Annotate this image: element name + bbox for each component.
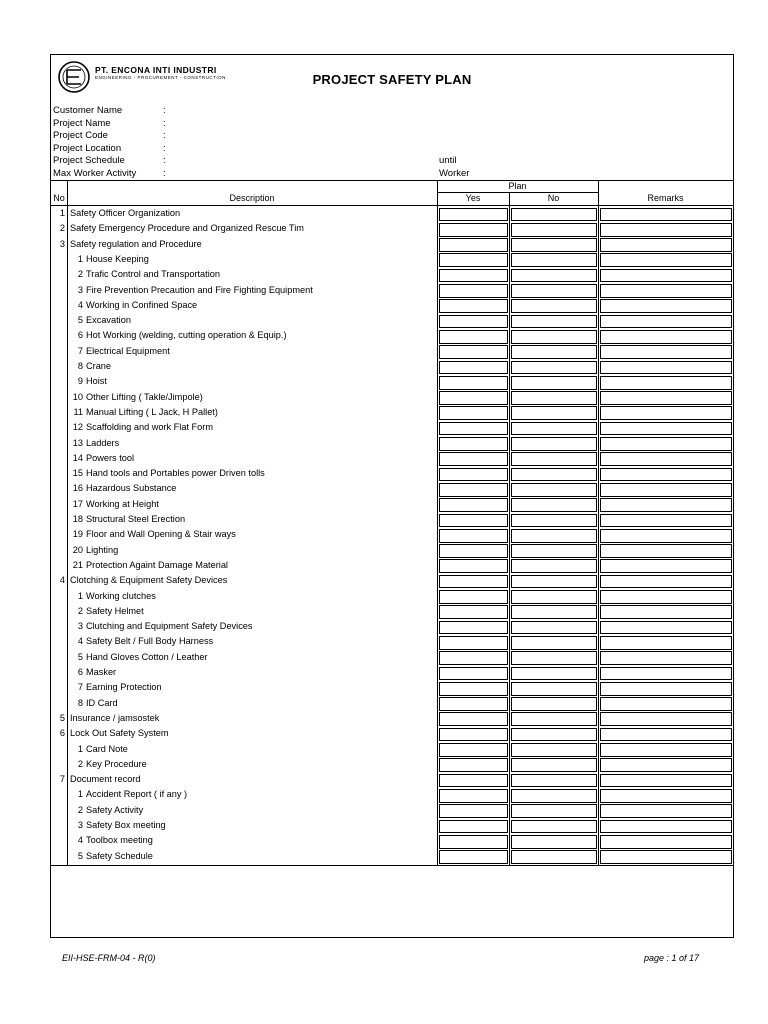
no-cell[interactable] [511, 820, 597, 834]
remarks-cell[interactable] [600, 544, 732, 558]
row-description: Floor and Wall Opening & Stair ways [86, 529, 236, 540]
remarks-cell[interactable] [600, 789, 732, 803]
no-cell[interactable] [511, 208, 597, 222]
row-description: Trafic Control and Transportation [86, 269, 220, 280]
remarks-cell[interactable] [600, 391, 732, 405]
page-title: PROJECT SAFETY PLAN [312, 72, 472, 87]
yes-cell[interactable] [439, 636, 508, 650]
remarks-cell[interactable] [600, 208, 732, 222]
row-description: Excavation [86, 315, 131, 326]
no-cell[interactable] [511, 361, 597, 375]
row-description: Safety Emergency Procedure and Organized Rescue Tim [70, 223, 304, 234]
yes-cell[interactable] [439, 269, 508, 283]
row-description: Safety Officer Organization [70, 208, 181, 218]
row-description: Document record [70, 774, 141, 785]
remarks-cell[interactable] [600, 376, 732, 390]
yes-cell[interactable] [439, 728, 508, 742]
no-cell[interactable] [511, 774, 597, 788]
yes-cell[interactable] [439, 667, 508, 681]
no-cell[interactable] [511, 667, 597, 681]
yes-cell[interactable] [439, 774, 508, 788]
info-colon: : [163, 155, 166, 167]
info-label: Project Code [53, 130, 108, 142]
remarks-cell[interactable] [600, 437, 732, 451]
row-sub-number: 19 [72, 529, 83, 540]
row-description: Hoist [86, 376, 107, 387]
yes-cell[interactable] [439, 330, 508, 344]
yes-cell[interactable] [439, 529, 508, 543]
no-cell[interactable] [511, 468, 597, 482]
yes-cell[interactable] [439, 835, 508, 849]
yes-cell[interactable] [439, 621, 508, 635]
info-colon: : [163, 142, 166, 154]
yes-cell[interactable] [439, 253, 508, 267]
yes-cell[interactable] [439, 422, 508, 436]
remarks-cell[interactable] [600, 850, 732, 864]
row-description: Toolbox meeting [86, 835, 153, 846]
row-sub-number: 6 [77, 330, 83, 341]
no-cell[interactable] [511, 391, 597, 405]
row-sub-number: 4 [77, 835, 83, 846]
grid-line-v [509, 192, 510, 865]
grid-line-h [51, 865, 733, 866]
row-description: Working clutches [86, 590, 156, 601]
header-plan-no: No [547, 193, 560, 203]
yes-cell[interactable] [439, 498, 508, 512]
yes-cell[interactable] [439, 391, 508, 405]
info-colon: : [163, 105, 166, 116]
remarks-cell[interactable] [600, 590, 732, 604]
row-sub-number: 2 [77, 605, 83, 616]
remarks-cell[interactable] [600, 697, 732, 711]
no-cell[interactable] [511, 376, 597, 390]
row-description: Working in Confined Space [86, 299, 198, 310]
no-cell[interactable] [511, 544, 597, 558]
yes-cell[interactable] [439, 605, 508, 619]
form-code: EII-HSE-FRM-04 - R(0) [62, 953, 156, 963]
no-cell[interactable] [511, 452, 597, 466]
remarks-cell[interactable] [600, 835, 732, 849]
yes-cell[interactable] [439, 758, 508, 772]
row-description: Hot Working (welding, cutting operation & Equip.) [86, 330, 287, 341]
grid-line-v [437, 180, 438, 865]
yes-cell[interactable] [439, 376, 508, 390]
company-name: PT. ENCONA INTI INDUSTRI [95, 65, 217, 75]
remarks-cell[interactable] [600, 345, 732, 359]
no-cell[interactable] [511, 835, 597, 849]
page-number: page : 1 of 17 [644, 953, 700, 963]
yes-cell[interactable] [439, 789, 508, 803]
row-sub-number: 10 [72, 391, 83, 402]
row-sub-number: 4 [77, 299, 83, 310]
row-description: Working at Height [86, 498, 159, 509]
remarks-cell[interactable] [600, 452, 732, 466]
remarks-cell[interactable] [600, 820, 732, 834]
row-sub-number: 3 [77, 284, 83, 295]
row-description: Protection Againt Damage Material [86, 559, 228, 570]
row-description: Safety regulation and Procedure [70, 238, 202, 249]
row-sub-number: 11 [73, 406, 83, 417]
row-description: Powers tool [86, 452, 135, 463]
info-label: Customer Name [53, 105, 123, 116]
row-sub-number: 8 [77, 361, 83, 371]
remarks-cell[interactable] [600, 743, 732, 757]
row-sub-number: 5 [77, 651, 83, 662]
safety-plan-form [50, 54, 734, 938]
no-cell[interactable] [511, 605, 597, 619]
remarks-cell[interactable] [600, 621, 732, 635]
row-description: Card Note [86, 743, 128, 754]
grid-line-v [598, 180, 599, 865]
no-cell[interactable] [511, 682, 597, 696]
row-description: Earning Protection [86, 682, 162, 693]
header-no: No [53, 193, 65, 203]
row-number: 3 [59, 238, 65, 249]
remarks-cell[interactable] [600, 804, 732, 818]
no-cell[interactable] [511, 575, 597, 589]
row-description: Hand tools and Portables power Driven tolls [86, 468, 265, 479]
yes-cell[interactable] [439, 575, 508, 589]
yes-cell[interactable] [439, 483, 508, 497]
remarks-cell[interactable] [600, 468, 732, 482]
yes-cell[interactable] [439, 284, 508, 298]
row-description: Fire Prevention Precaution and Fire Fighting Equipment [86, 284, 313, 295]
info-label: Project Name [53, 117, 111, 129]
grid-line-h [437, 192, 598, 193]
row-description: House Keeping [86, 253, 149, 264]
remarks-cell[interactable] [600, 651, 732, 665]
row-description: Other Lifting ( Takle/Jimpole) [86, 391, 203, 402]
remarks-cell[interactable] [600, 605, 732, 619]
yes-cell[interactable] [439, 223, 508, 237]
row-sub-number: 7 [77, 682, 83, 693]
header-remarks: Remarks [647, 193, 684, 203]
no-cell[interactable] [511, 284, 597, 298]
company-subtitle: ENGINEERING - PROCUREMENT - CONSTRUCTION [95, 75, 226, 80]
info-label: Project Location [53, 142, 122, 154]
no-cell[interactable] [511, 636, 597, 650]
info-colon: : [163, 167, 166, 179]
remarks-cell[interactable] [600, 667, 732, 681]
no-cell[interactable] [511, 330, 597, 344]
no-cell[interactable] [511, 529, 597, 543]
yes-cell[interactable] [439, 406, 508, 420]
remarks-cell[interactable] [600, 682, 732, 696]
no-cell[interactable] [511, 804, 597, 818]
yes-cell[interactable] [439, 743, 508, 757]
yes-cell[interactable] [439, 544, 508, 558]
remarks-cell[interactable] [600, 559, 732, 573]
no-cell[interactable] [511, 299, 597, 313]
remarks-cell[interactable] [600, 223, 732, 237]
row-sub-number: 6 [77, 667, 83, 677]
yes-cell[interactable] [439, 361, 508, 375]
row-sub-number: 2 [77, 269, 83, 280]
info-extra: until [439, 155, 457, 167]
no-cell[interactable] [511, 697, 597, 711]
yes-cell[interactable] [439, 452, 508, 466]
remarks-cell[interactable] [600, 636, 732, 650]
remarks-cell[interactable] [600, 529, 732, 543]
yes-cell[interactable] [439, 559, 508, 573]
remarks-cell[interactable] [600, 284, 732, 298]
row-description: Safety Belt / Full Body Harness [86, 636, 214, 647]
row-sub-number: 2 [77, 804, 83, 815]
row-description: Insurance / jamsostek [70, 712, 160, 723]
row-sub-number: 5 [77, 850, 83, 861]
no-cell[interactable] [511, 483, 597, 497]
yes-cell[interactable] [439, 820, 508, 834]
yes-cell[interactable] [439, 345, 508, 359]
row-sub-number: 13 [72, 437, 83, 448]
row-sub-number: 20 [72, 544, 83, 555]
yes-cell[interactable] [439, 208, 508, 222]
yes-cell[interactable] [439, 850, 508, 864]
no-cell[interactable] [511, 758, 597, 772]
remarks-cell[interactable] [600, 498, 732, 512]
remarks-cell[interactable] [600, 299, 732, 313]
row-description: Manual Lifting ( L Jack, H Pallet) [86, 406, 218, 417]
row-sub-number: 3 [77, 820, 83, 830]
no-cell[interactable] [511, 743, 597, 757]
row-description: Safety Helmet [86, 605, 144, 616]
yes-cell[interactable] [439, 682, 508, 696]
row-description: Key Procedure [86, 758, 147, 769]
remarks-cell[interactable] [600, 575, 732, 589]
remarks-cell[interactable] [600, 253, 732, 267]
row-sub-number: 2 [77, 758, 83, 769]
row-sub-number: 16 [72, 483, 83, 494]
row-number: 1 [59, 208, 65, 218]
no-cell[interactable] [511, 621, 597, 635]
row-sub-number: 1 [77, 789, 83, 800]
yes-cell[interactable] [439, 651, 508, 665]
yes-cell[interactable] [439, 299, 508, 313]
row-description: Hazardous Substance [86, 483, 177, 494]
remarks-cell[interactable] [600, 330, 732, 344]
no-cell[interactable] [511, 850, 597, 864]
row-description: Structural Steel Erection [86, 514, 186, 524]
remarks-cell[interactable] [600, 422, 732, 436]
row-sub-number: 1 [77, 743, 83, 754]
info-label: Max Worker Activity [53, 167, 137, 179]
no-cell[interactable] [511, 315, 597, 329]
yes-cell[interactable] [439, 697, 508, 711]
no-cell[interactable] [511, 406, 597, 420]
no-cell[interactable] [511, 422, 597, 436]
remarks-cell[interactable] [600, 774, 732, 788]
row-description: Electrical Equipment [86, 345, 170, 356]
yes-cell[interactable] [439, 514, 508, 528]
row-description: Lock Out Safety System [70, 728, 169, 739]
header-description: Description [229, 193, 275, 203]
row-sub-number: 12 [72, 422, 83, 433]
remarks-cell[interactable] [600, 315, 732, 329]
row-description: Crane [86, 361, 112, 371]
row-description: Safety Activity [86, 804, 144, 815]
no-cell[interactable] [511, 789, 597, 803]
yes-cell[interactable] [439, 804, 508, 818]
row-sub-number: 5 [77, 315, 83, 326]
remarks-cell[interactable] [600, 514, 732, 528]
row-sub-number: 14 [72, 452, 83, 463]
no-cell[interactable] [511, 345, 597, 359]
row-description: Clutching and Equipment Safety Devices [86, 621, 253, 632]
row-sub-number: 7 [77, 345, 83, 356]
info-colon: : [163, 117, 166, 129]
no-cell[interactable] [511, 269, 597, 283]
no-cell[interactable] [511, 514, 597, 528]
row-description: Masker [86, 667, 117, 677]
info-label: Project Schedule [53, 155, 125, 167]
yes-cell[interactable] [439, 437, 508, 451]
row-description: Scaffolding and work Flat Form [86, 422, 213, 433]
row-sub-number: 9 [77, 376, 83, 387]
row-number: 7 [59, 774, 65, 785]
remarks-cell[interactable] [600, 712, 732, 726]
yes-cell[interactable] [439, 590, 508, 604]
no-cell[interactable] [511, 253, 597, 267]
no-cell[interactable] [511, 651, 597, 665]
row-description: Accident Report ( if any ) [86, 789, 188, 800]
row-number: 4 [59, 575, 65, 586]
row-sub-number: 4 [77, 636, 83, 647]
row-number: 2 [59, 223, 65, 234]
row-sub-number: 1 [77, 253, 83, 264]
row-description: Safety Box meeting [86, 820, 166, 830]
remarks-cell[interactable] [600, 361, 732, 375]
remarks-cell[interactable] [600, 406, 732, 420]
info-colon: : [163, 130, 166, 142]
remarks-cell[interactable] [600, 758, 732, 772]
remarks-cell[interactable] [600, 269, 732, 283]
header-plan: Plan [508, 181, 527, 191]
yes-cell[interactable] [439, 315, 508, 329]
header-yes: Yes [465, 193, 481, 203]
remarks-cell[interactable] [600, 483, 732, 497]
no-cell[interactable] [511, 590, 597, 604]
row-description: Hand Gloves Cotton / Leather [86, 651, 208, 662]
row-sub-number: 17 [72, 498, 83, 509]
remarks-cell[interactable] [600, 238, 732, 252]
yes-cell[interactable] [439, 468, 508, 482]
no-cell[interactable] [511, 559, 597, 573]
no-cell[interactable] [511, 437, 597, 451]
info-extra: Worker [439, 167, 470, 179]
row-description: ID Card [86, 697, 118, 708]
yes-cell[interactable] [439, 238, 508, 252]
remarks-cell[interactable] [600, 728, 732, 742]
row-number: 5 [59, 712, 65, 723]
row-sub-number: 18 [72, 514, 83, 524]
no-cell[interactable] [511, 728, 597, 742]
row-description: Clotching & Equipment Safety Devices [70, 575, 228, 586]
row-description: Safety Schedule [86, 850, 153, 861]
no-cell[interactable] [511, 712, 597, 726]
no-cell[interactable] [511, 238, 597, 252]
row-description: Lighting [86, 544, 119, 555]
row-sub-number: 21 [72, 559, 83, 570]
row-description: Ladders [86, 437, 120, 448]
row-sub-number: 15 [72, 468, 83, 479]
row-number: 6 [59, 728, 65, 739]
row-sub-number: 1 [77, 590, 83, 601]
row-sub-number: 8 [77, 697, 83, 708]
no-cell[interactable] [511, 498, 597, 512]
yes-cell[interactable] [439, 712, 508, 726]
no-cell[interactable] [511, 223, 597, 237]
grid-line-h [51, 180, 733, 181]
row-sub-number: 3 [77, 621, 83, 632]
